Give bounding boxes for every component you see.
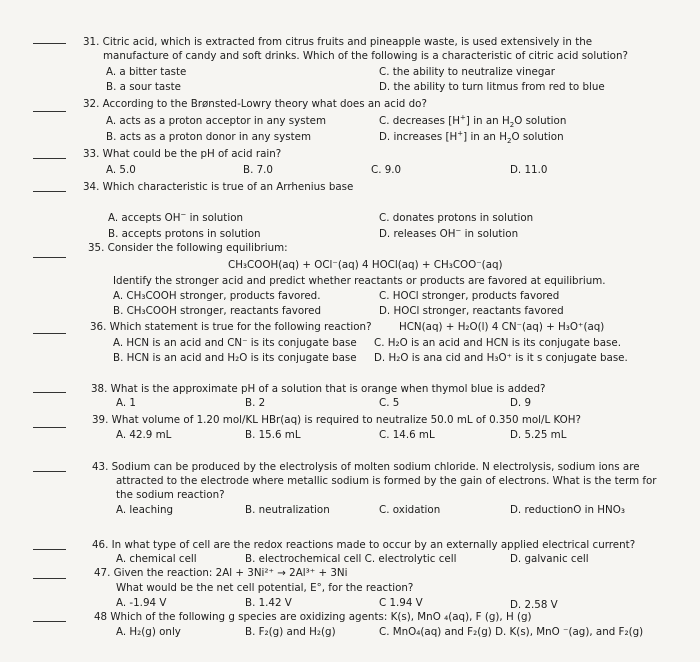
- q35-option-c: C. HOCl stronger, products favored: [379, 290, 560, 302]
- q36-option-b: B. HCN is an acid and H₂O is its conjugate base: [113, 352, 357, 364]
- answer-blank-33[interactable]: [33, 158, 66, 159]
- q38-option-b: B. 2: [245, 397, 266, 409]
- q36-stem: 36. Which statement is true for the following reaction?: [90, 321, 372, 333]
- q38-stem: 38. What is the approximate pH of a solution that is orange when thymol blue is added?: [91, 383, 546, 395]
- q36-option-a: A. HCN is an acid and CN⁻ is its conjugate base: [113, 337, 357, 349]
- answer-blank-36[interactable]: [33, 333, 66, 334]
- q43-option-b: B. neutralization: [245, 504, 330, 516]
- q38-option-a: A. 1: [116, 397, 136, 409]
- q43-stem-line3: the sodium reaction?: [116, 489, 225, 501]
- q35-option-a: A. CH₃COOH stronger, products favored.: [113, 290, 321, 302]
- q46-stem: 46. In what type of cell are the redox reactions made to occur by an externally applied electrical current?: [92, 539, 636, 551]
- q31-option-c: C. the ability to neutralize vinegar: [379, 66, 555, 78]
- answer-blank-38[interactable]: [33, 392, 66, 393]
- q43-stem-line1: 43. Sodium can be produced by the electrolysis of molten sodium chloride. N electrolysis, sodium ions are: [92, 461, 640, 473]
- q31-option-a: A. a bitter taste: [106, 66, 187, 78]
- answer-blank-46[interactable]: [33, 549, 66, 550]
- answer-blank-34[interactable]: [33, 191, 66, 192]
- q46-option-b-c: B. electrochemical cell C. electrolytic cell: [245, 553, 457, 565]
- q47-stem-line2: What would be the net cell potential, E°, for the reaction?: [116, 582, 414, 594]
- q34-option-c: C. donates protons in solution: [379, 212, 534, 224]
- q31-stem-line1: 31. Citric acid, which is extracted from citrus fruits and pineapple waste, is used extensively in the: [83, 36, 593, 48]
- q36-equation: HCN(aq) + H₂O(l) 4 CN⁻(aq) + H₃O⁺(aq): [399, 321, 605, 333]
- q32-option-c: C. decreases [H+] in an $H_2O$ solution: [379, 113, 567, 130]
- q33-option-b: B. 7.0: [243, 164, 273, 176]
- q34-option-d: D. releases OH− in solution: [379, 226, 519, 240]
- answer-blank-47[interactable]: [33, 578, 66, 579]
- q39-option-a: A. 42.9 mL: [116, 429, 172, 441]
- q32-stem: 32. According to the Brønsted-Lowry theory what does an acid do?: [83, 98, 427, 110]
- q34-option-a: A. accepts OH− in solution: [108, 210, 244, 224]
- q33-option-c: C. 9.0: [371, 164, 402, 176]
- q32-option-b: B. acts as a proton donor in any system: [106, 131, 312, 143]
- q35-option-d: D. HOCl stronger, reactants favored: [379, 305, 564, 317]
- answer-blank-31[interactable]: [33, 43, 66, 44]
- q48-option-a: A. H₂(g) only: [116, 626, 181, 638]
- q34-option-b: B. accepts protons in solution: [108, 228, 261, 240]
- q43-option-c: C. oxidation: [379, 504, 441, 516]
- q39-option-d: D. 5.25 mL: [510, 429, 567, 441]
- q47-stem: 47. Given the reaction: 2Al + 3Ni²⁺ → 2Al³⁺ + 3Ni: [94, 567, 348, 579]
- q39-option-b: B. 15.6 mL: [245, 429, 301, 441]
- q47-option-b: B. 1.42 V: [245, 597, 292, 609]
- q33-option-d: D. 11.0: [510, 164, 548, 176]
- q35-equation: CH₃COOH(aq) + OCl⁻(aq) 4 HOCl(aq) + CH₃COO⁻(aq): [228, 259, 503, 271]
- q46-option-d: D. galvanic cell: [510, 553, 589, 565]
- q31-stem-line2: manufacture of candy and soft drinks. Which of the following is a characteristic of citric acid solution?: [103, 50, 628, 62]
- q39-option-c: C. 14.6 mL: [379, 429, 435, 441]
- q46-option-a: A. chemical cell: [116, 553, 197, 565]
- q39-stem: 39. What volume of 1.20 mol/KL HBr(aq) is required to neutralize 50.0 mL of 0.350 mol/L KOH?: [92, 414, 581, 426]
- q31-option-d: D. the ability to turn litmus from red to blue: [379, 81, 605, 93]
- q31-option-b: B. a sour taste: [106, 81, 181, 93]
- q47-option-a: A. -1.94 V: [116, 597, 167, 609]
- q32-option-a: A. acts as a proton acceptor in any system: [106, 115, 327, 127]
- q43-stem-line2: attracted to the electrode where metallic sodium is formed by the gain of electrons. What is the term for: [116, 475, 657, 487]
- answer-blank-35[interactable]: [33, 257, 66, 258]
- q48-stem: 48 Which of the following g species are oxidizing agents: K(s), MnO ₄(aq), F (g), H (g): [94, 611, 532, 623]
- q36-option-c: C. H₂O is an acid and HCN is its conjugate base.: [374, 337, 622, 349]
- q43-option-a: A. leaching: [116, 504, 174, 516]
- q35-stem-line2: Identify the stronger acid and predict whether reactants or products are favored at equilibrium.: [113, 275, 606, 287]
- q38-option-d: D. 9: [510, 397, 532, 409]
- q34-stem: 34. Which characteristic is true of an Arrhenius base: [83, 181, 354, 193]
- q48-option-c-d: C. MnO₄(aq) and F₂(g) D. K(s), MnO ⁻(ag), and F₂(g): [379, 626, 644, 638]
- q47-option-c: C 1.94 V: [379, 597, 423, 609]
- answer-blank-48[interactable]: [33, 621, 66, 622]
- q35-stem: 35. Consider the following equilibrium:: [88, 242, 288, 254]
- q36-option-d: D. H₂O is ana cid and H₃O⁺ is it s conjugate base.: [374, 352, 628, 364]
- q35-option-b: B. CH₃COOH stronger, reactants favored: [113, 305, 322, 317]
- q33-option-a: A. 5.0: [106, 164, 136, 176]
- answer-blank-43[interactable]: [33, 471, 66, 472]
- q47-option-d: D. 2.58 V: [510, 599, 558, 611]
- answer-blank-32[interactable]: [33, 111, 66, 112]
- q38-option-c: C. 5: [379, 397, 400, 409]
- q33-stem: 33. What could be the pH of acid rain?: [83, 148, 282, 160]
- q48-option-b: B. F₂(g) and H₂(g): [245, 626, 336, 638]
- q43-option-d: D. reductionO in HNO₃: [510, 504, 625, 516]
- answer-blank-39[interactable]: [33, 427, 66, 428]
- q32-option-d: D. increases [H+] in an $H_2O$ solution: [379, 129, 564, 146]
